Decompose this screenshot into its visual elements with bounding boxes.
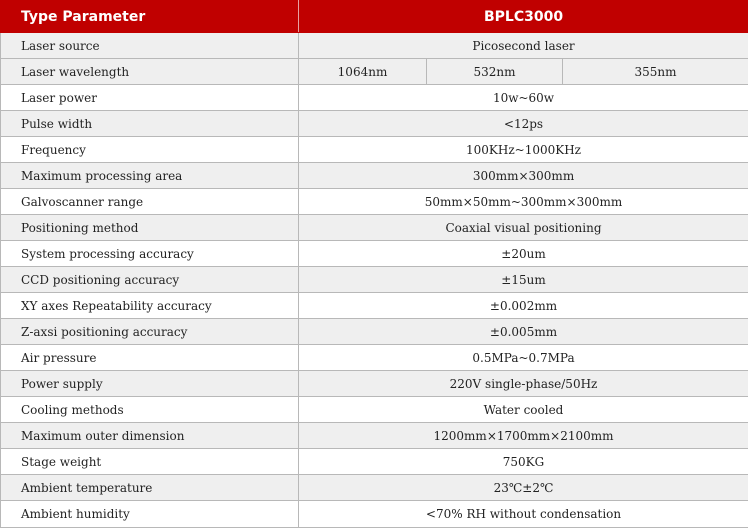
param-value: ±20um <box>299 241 748 267</box>
param-name: Frequency <box>1 137 299 163</box>
param-name: Stage weight <box>1 449 299 475</box>
table-row <box>1 345 748 371</box>
table-row <box>1 189 748 215</box>
param-value: 750KG <box>299 449 748 475</box>
param-value: ±0.002mm <box>299 293 748 319</box>
param-value: ±0.005mm <box>299 319 748 345</box>
table-row <box>1 293 748 319</box>
table-row <box>1 319 748 345</box>
param-name: Galvoscanner range <box>1 189 299 215</box>
table-row <box>1 59 748 85</box>
param-name: System processing accuracy <box>1 241 299 267</box>
table-row <box>1 423 748 449</box>
param-name: XY axes Repeatability accuracy <box>1 293 299 319</box>
param-name: Maximum outer dimension <box>1 423 299 449</box>
table-row <box>1 397 748 423</box>
param-name: Laser source <box>1 33 299 59</box>
table-header-row <box>1 1 748 33</box>
param-value: <70% RH without condensation <box>299 501 748 528</box>
param-name: Pulse width <box>1 111 299 137</box>
param-name: Cooling methods <box>1 397 299 423</box>
param-name: Air pressure <box>1 345 299 371</box>
param-name: Positioning method <box>1 215 299 241</box>
param-name: Laser power <box>1 85 299 111</box>
param-value: 300mm×300mm <box>299 163 748 189</box>
param-value-wavelength-2: 532nm <box>427 59 563 85</box>
param-value: 100KHz~1000KHz <box>299 137 748 163</box>
table-row <box>1 111 748 137</box>
table-row <box>1 267 748 293</box>
header-type-parameter: Type Parameter <box>1 1 299 33</box>
table-row <box>1 137 748 163</box>
param-name: Z-axsi positioning accuracy <box>1 319 299 345</box>
table-row <box>1 449 748 475</box>
param-value: Coaxial visual positioning <box>299 215 748 241</box>
param-value: 10w~60w <box>299 85 748 111</box>
param-name: CCD positioning accuracy <box>1 267 299 293</box>
param-value: <12ps <box>299 111 748 137</box>
param-name: Ambient temperature <box>1 475 299 501</box>
header-model: BPLC3000 <box>299 1 748 33</box>
table-row <box>1 33 748 59</box>
param-name: Power supply <box>1 371 299 397</box>
param-name: Laser wavelength <box>1 59 299 85</box>
table-row <box>1 241 748 267</box>
param-name: Maximum processing area <box>1 163 299 189</box>
param-value: 23℃±2℃ <box>299 475 748 501</box>
param-value: 220V single-phase/50Hz <box>299 371 748 397</box>
param-value: Water cooled <box>299 397 748 423</box>
table-row <box>1 501 748 528</box>
param-value-wavelength-3: 355nm <box>563 59 748 85</box>
param-value: 50mm×50mm~300mm×300mm <box>299 189 748 215</box>
table-row <box>1 85 748 111</box>
param-value: Picosecond laser <box>299 33 748 59</box>
table-row <box>1 371 748 397</box>
param-value: ±15um <box>299 267 748 293</box>
param-value: 1200mm×1700mm×2100mm <box>299 423 748 449</box>
param-value: 0.5MPa~0.7MPa <box>299 345 748 371</box>
table-row <box>1 475 748 501</box>
table-row <box>1 163 748 189</box>
table-row <box>1 215 748 241</box>
param-value-wavelength-1: 1064nm <box>299 59 427 85</box>
param-name: Ambient humidity <box>1 501 299 528</box>
